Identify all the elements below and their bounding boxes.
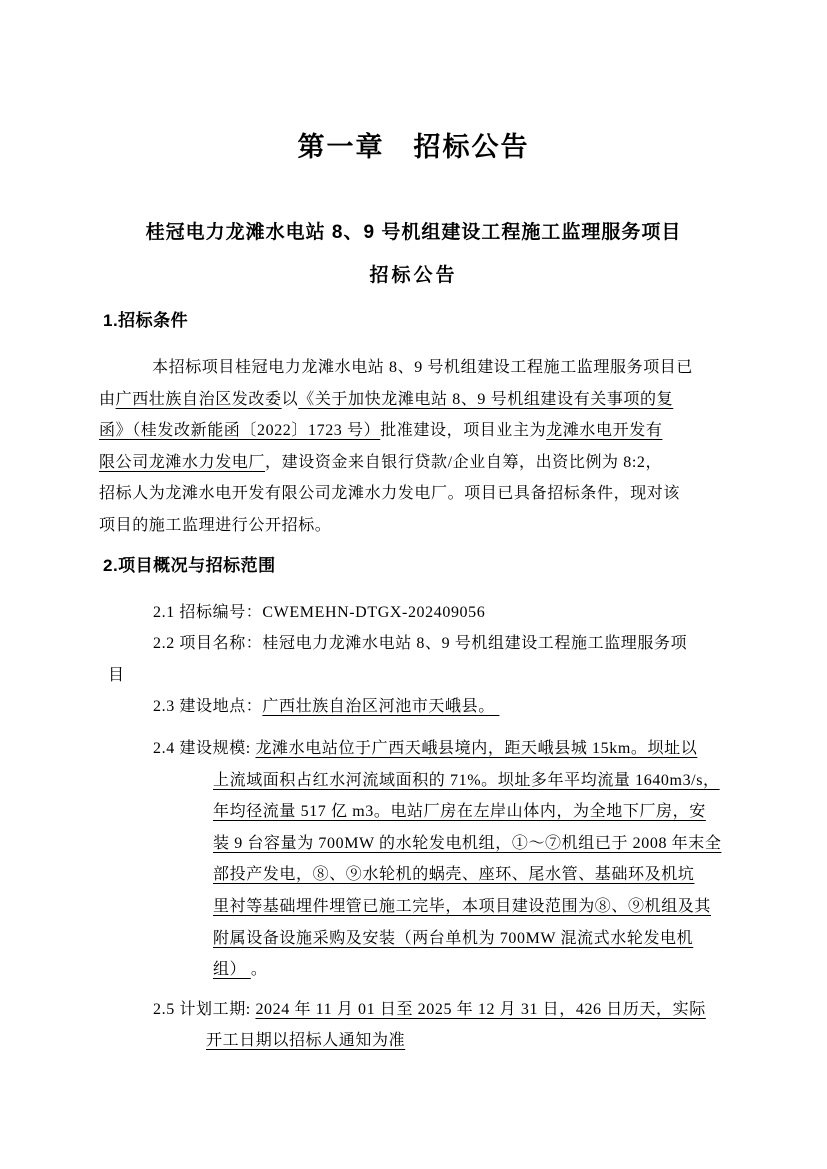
text-segment: 2.2 项目名称：桂冠电力龙滩水电站 8、9 号机组建设工程施工监理服务项 [153,635,688,653]
text-segment: 以 [281,390,299,408]
section-2-heading: 2.项目概况与招标范围 [103,555,276,575]
text-segment: 目 [108,666,125,684]
underlined-text: 装 9 台容量为 700MW 的水轮发电机组，①～⑦机组已于 2008 年末全 [213,834,722,852]
underlined-text: 附属设备设施采购及安装（两台单机为 700MW 混流式水轮发电机 [213,929,694,947]
text-line [206,1025,711,1057]
underlined-text: 里衬等基础埋件埋管已施工完毕，本项目建设范围为⑧、⑨机组及其 [213,897,712,915]
text-segment: 由 [99,390,116,408]
underlined-text: 2024 年 11 月 01 日至 2025 年 12 月 31 日，426 日历天，实际 [255,1000,706,1018]
text-line [153,691,711,723]
underlined-text: 龙滩水电开发有 [546,422,663,440]
text-line [99,447,711,479]
underlined-text: 年均径流量 517 亿 m3。电站厂房在左岸山体内，为全地下厂房，安 [213,803,706,821]
item-construction-scale [99,733,722,986]
text-line [213,765,720,797]
text-line [99,415,711,447]
underlined-text: 广西壮族自治区河池市天峨县。 [262,698,500,716]
text-segment: ，建设资金来自银行贷款/企业自筹，出资比例为 8:2， [265,453,663,471]
text-line [153,733,711,765]
text-line [213,828,722,860]
text-line [99,510,711,542]
item-tender-number [99,597,711,629]
underlined-text: 部投产发电，⑧、⑨水轮机的蜗壳、座环、尾水管、基础环及机坑 [213,866,695,884]
text-line [213,923,711,955]
text-segment: 2.5 计划工期: [153,1000,256,1018]
underlined-text: 龙滩水电站位于广西天峨县境内，距天峨县城 15km。坝址以 [255,739,698,757]
text-segment: 批准建设，项目业主为 [380,422,547,440]
text-segment: 项目的施工监理进行公开招标。 [99,516,332,534]
text-line [213,954,711,986]
text-line [153,597,711,629]
text-segment: 2.3 建设地点： [153,698,263,716]
text-line [99,478,711,510]
document-body [99,309,722,1057]
project-title-line2: 招标公告 [369,265,458,286]
text-line [213,796,711,828]
text-line [153,994,711,1026]
project-title-line1: 桂冠电力龙滩水电站 8、9 号机组建设工程施工监理服务项目 [145,222,682,243]
text-line [213,891,711,923]
section-2-items [99,597,722,1057]
text-line [108,660,711,692]
text-segment: 2.1 招标编号：CWEMEHN-DTGX-202409056 [153,603,486,621]
underlined-text: 开工日期以招标人通知为准 [206,1032,406,1050]
text-line [99,384,711,416]
underlined-text: 上流域面积占红水河流域面积的 71%。坝址多年平均流量 1640m3/s， [213,771,720,789]
text-segment: 招标人为龙滩水电开发有限公司龙滩水力发电厂。项目已具备招标条件，现对该 [99,485,681,503]
text-line [153,628,711,660]
underlined-text: 函》（桂发改新能函〔2022〕1723 号） [99,422,381,440]
text-segment: 2.4 建设规模: [153,739,256,757]
text-segment: 。 [250,961,268,979]
section-1-heading: 1.招标条件 [103,311,189,330]
item-construction-site [99,691,711,723]
chapter-heading: 第一章 招标公告 [297,132,530,162]
section-1-paragraph [99,352,711,542]
underlined-text: 组） [213,961,251,979]
item-planned-schedule [99,994,711,1057]
text-line [152,352,711,384]
text-segment: 本招标项目桂冠电力龙滩水电站 8、9 号机组建设工程施工监理服务项目已 [152,359,694,376]
underlined-text: 限公司龙滩水力发电厂 [99,453,266,471]
text-line [213,859,711,891]
underlined-text: 《关于加快龙滩电站 8、9 号机组建设有关事项的复 [298,390,674,408]
underlined-text: 广西壮族自治区发改委 [115,390,282,408]
item-project-name [99,628,711,691]
